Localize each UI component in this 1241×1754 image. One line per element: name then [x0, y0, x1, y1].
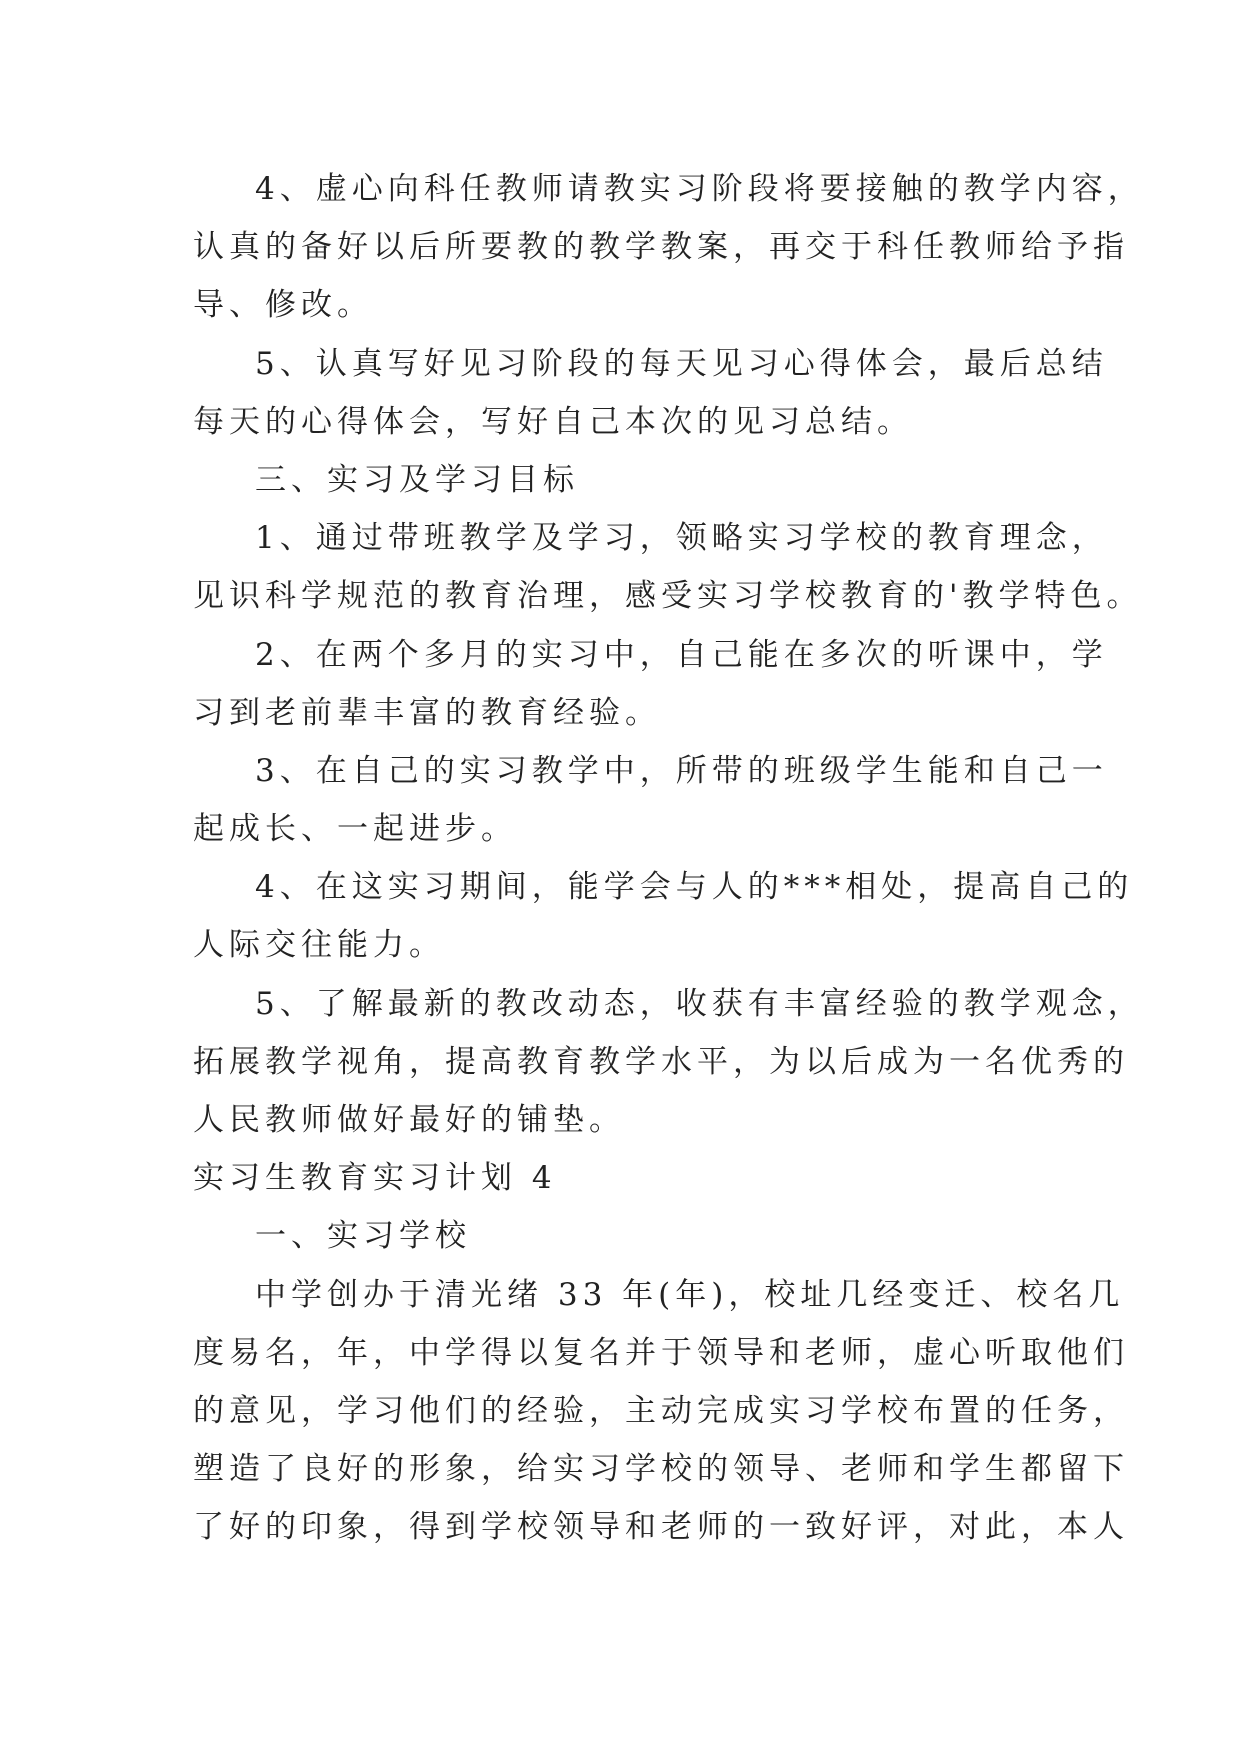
text-line: 认真的备好以后所要教的教学教案，再交于科任教师给予指	[193, 229, 1129, 266]
text-line: 度易名，年，中学得以复名并于领导和老师，虚心听取他们	[193, 1334, 1129, 1371]
text-line: 习到老前辈丰富的教育经验。	[193, 694, 661, 731]
text-line: 了好的印象，得到学校领导和老师的一致好评，对此，本人	[193, 1509, 1129, 1546]
text-line: 起成长、一起进步。	[193, 811, 517, 848]
text-line: 5、认真写好见习阶段的每天见习心得体会，最后总结	[255, 345, 1108, 382]
text-line: 拓展教学视角，提高教育教学水平，为以后成为一名优秀的	[193, 1043, 1129, 1080]
text-line: 中学创办于清光绪 33 年(年)，校址几经变迁、校名几	[255, 1276, 1125, 1313]
text-line: 人际交往能力。	[193, 927, 445, 964]
text-line: 每天的心得体会，写好自己本次的见习总结。	[193, 403, 913, 440]
text-line: 4、在这实习期间，能学会与人的***相处，提高自己的	[255, 869, 1134, 906]
text-line: 5、了解最新的教改动态，收获有丰富经验的教学观念，	[255, 985, 1144, 1022]
text-line: 的意见，学习他们的经验，主动完成实习学校布置的任务，	[193, 1392, 1129, 1429]
text-line: 人民教师做好最好的铺垫。	[193, 1102, 625, 1138]
section-heading: 三、实习及学习目标	[255, 461, 579, 498]
text-line: 1、通过带班教学及学习，领略实习学校的教育理念，	[255, 520, 1108, 557]
document-title: 实习生教育实习计划 4	[193, 1160, 557, 1197]
text-line: 见识科学规范的教育治理，感受实习学校教育的'教学特色。	[193, 578, 1143, 615]
section-heading: 一、实习学校	[255, 1218, 471, 1255]
text-line: 4、虚心向科任教师请教实习阶段将要接触的教学内容，	[255, 171, 1144, 207]
document-body	[193, 160, 1144, 1557]
text-line: 导、修改。	[193, 287, 373, 324]
text-line: 塑造了良好的形象，给实习学校的领导、老师和学生都留下	[193, 1451, 1129, 1488]
text-line: 3、在自己的实习教学中，所带的班级学生能和自己一	[255, 752, 1108, 789]
text-line: 2、在两个多月的实习中，自己能在多次的听课中，学	[255, 636, 1108, 673]
